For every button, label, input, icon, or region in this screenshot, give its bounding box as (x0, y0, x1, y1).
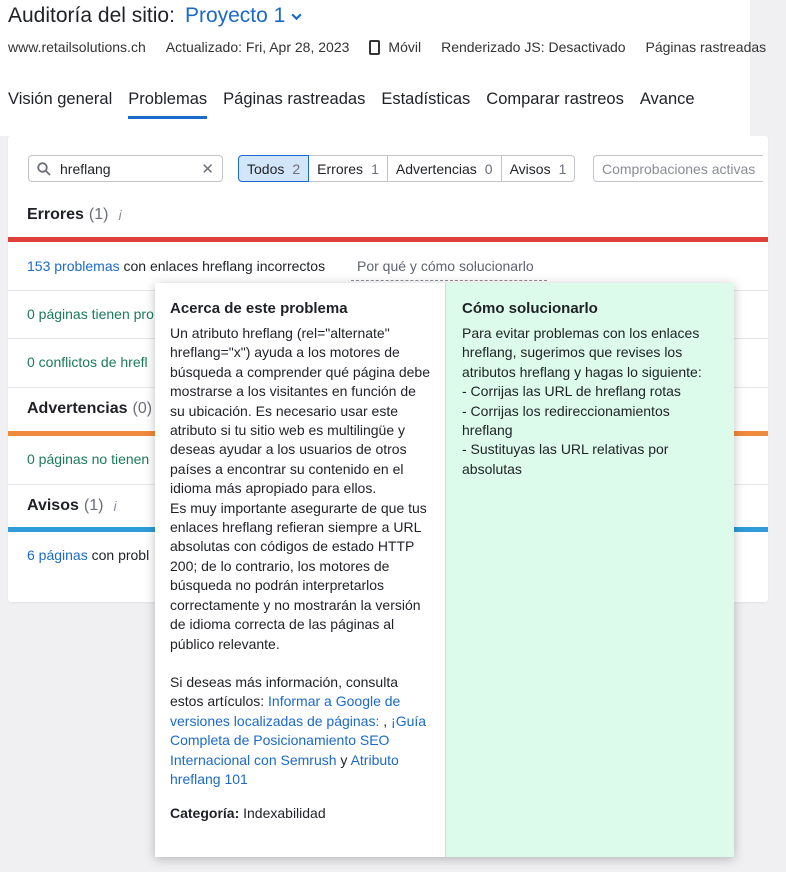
article-link-hreflang-101[interactable]: Atributo hreflang 101 (170, 751, 399, 787)
device-label: Móvil (369, 39, 421, 55)
mobile-phone-icon (369, 40, 380, 55)
how-to-fix-panel (445, 283, 734, 857)
js-render-label: Renderizado JS: Desactivado (441, 39, 626, 55)
issue-link[interactable]: 0 páginas tienen pro (27, 306, 154, 322)
tab-overview[interactable]: Visión general (8, 90, 113, 108)
page-title: Auditoría del sitio: (8, 4, 175, 27)
clear-icon[interactable]: ✕ (201, 160, 214, 178)
tab-issues[interactable]: Problemas (128, 90, 207, 119)
chevron-down-icon[interactable] (290, 10, 303, 23)
tab-statistics[interactable]: Estadísticas (381, 90, 471, 108)
issue-help-popover (155, 283, 734, 857)
search-value[interactable]: hreflang (60, 160, 111, 177)
fix-paragraph: Para evitar problemas con los enlaces hreflang, sugerimos que revises los atributos hreflang y hagas lo siguiente: (462, 325, 702, 380)
list-item: 153 problemas con enlaces hreflang incorrectos (27, 258, 326, 274)
warnings-section-title: Advertencias (0) (27, 400, 153, 417)
issue-link[interactable]: 0 páginas no tienen (27, 451, 150, 467)
page-title-row (8, 4, 303, 28)
tab-progress[interactable]: Avance (639, 90, 695, 108)
filter-errors[interactable]: Errores 1 (309, 155, 388, 182)
search-icon (37, 162, 51, 176)
info-icon[interactable]: i (118, 207, 122, 223)
category-line: Categoría: Indexabilidad (170, 805, 326, 822)
pages-crawled-label: Páginas rastreadas (645, 39, 767, 55)
audit-meta (8, 39, 786, 55)
fix-item: - Corrijas las URL de hreflang rotas (462, 383, 681, 400)
main-tabs (8, 90, 711, 119)
fix-title: Cómo solucionarlo (462, 300, 598, 317)
info-icon[interactable]: i (113, 498, 117, 514)
fix-item: - Corrijas los redireccionamientos hreflang (462, 402, 670, 439)
about-panel (155, 283, 445, 857)
article-link-seo-guide[interactable]: ¡Guía Completa de Posicionamiento SEO Internacional con Semrush (170, 712, 427, 768)
about-paragraph-2: Es muy importante asegurarte de que tus enlaces hreflang refieran siempre a URL absolutas con códigos de estado HTTP 200; de lo contrario, los motores de búsqueda no podrán interpretarlos correctamente y no mostrarán la versión de idioma correcta de las páginas al público relevante. (170, 499, 427, 652)
article-link-google[interactable]: Informar a Google de versiones localizadas de páginas: (170, 693, 401, 729)
search-input[interactable] (28, 155, 223, 182)
notices-section-title: Avisos (1) i (27, 497, 117, 514)
issue-link[interactable]: 153 problemas (27, 258, 120, 274)
errors-bar (8, 237, 768, 242)
updated-label: Actualizado: Fri, Apr 28, 2023 (165, 39, 350, 55)
top-header (0, 0, 767, 136)
filter-all[interactable]: Todos 2 (238, 155, 309, 182)
list-item (27, 354, 148, 370)
domain-label: www.retailsolutions.ch (8, 39, 146, 55)
filter-warnings[interactable]: Advertencias 0 (388, 155, 502, 182)
about-title: Acerca de este problema (170, 300, 348, 317)
more-info-paragraph: Si deseas más información, consulta estos artículos: Informar a Google de versiones localizadas de páginas: , ¡Guía Completa de Posicionamiento SEO Internacional con Semrush y Atributo hreflang 101 (170, 673, 427, 787)
tab-crawled-pages[interactable]: Páginas rastreadas (223, 90, 366, 108)
list-item (27, 306, 154, 322)
fix-item: - Sustituyas las URL relativas por absolutas (462, 441, 669, 477)
severity-filter (238, 155, 575, 182)
errors-section-title: Errores (1) i (27, 206, 122, 223)
filter-notices[interactable]: Avisos 1 (502, 155, 576, 182)
why-and-how-to-fix-link[interactable]: Por qué y cómo solucionarlo (351, 254, 547, 281)
list-item (27, 451, 149, 467)
about-paragraph-1: Un atributo hreflang (rel="alternate" hreflang="x") ayuda a los motores de búsqueda a comprender qué página debe mostrarse a los visitantes en función de su ubicación. Es necesario usar este atributo si tu sitio web es multilingüe y deseas ayudar a los usuarios de otros países a encontrar su contenido en el idioma más apropiado para ellos. (170, 325, 430, 497)
project-selector[interactable]: Proyecto 1 (184, 4, 286, 27)
active-checks-select[interactable]: Comprobaciones activas (593, 155, 763, 182)
issue-link[interactable]: 0 conflictos de hrefl (27, 354, 148, 370)
tab-compare-crawls[interactable]: Comparar rastreos (486, 90, 624, 108)
issue-link[interactable]: 6 páginas (27, 547, 88, 563)
list-item: 6 páginas con probl (27, 547, 150, 563)
